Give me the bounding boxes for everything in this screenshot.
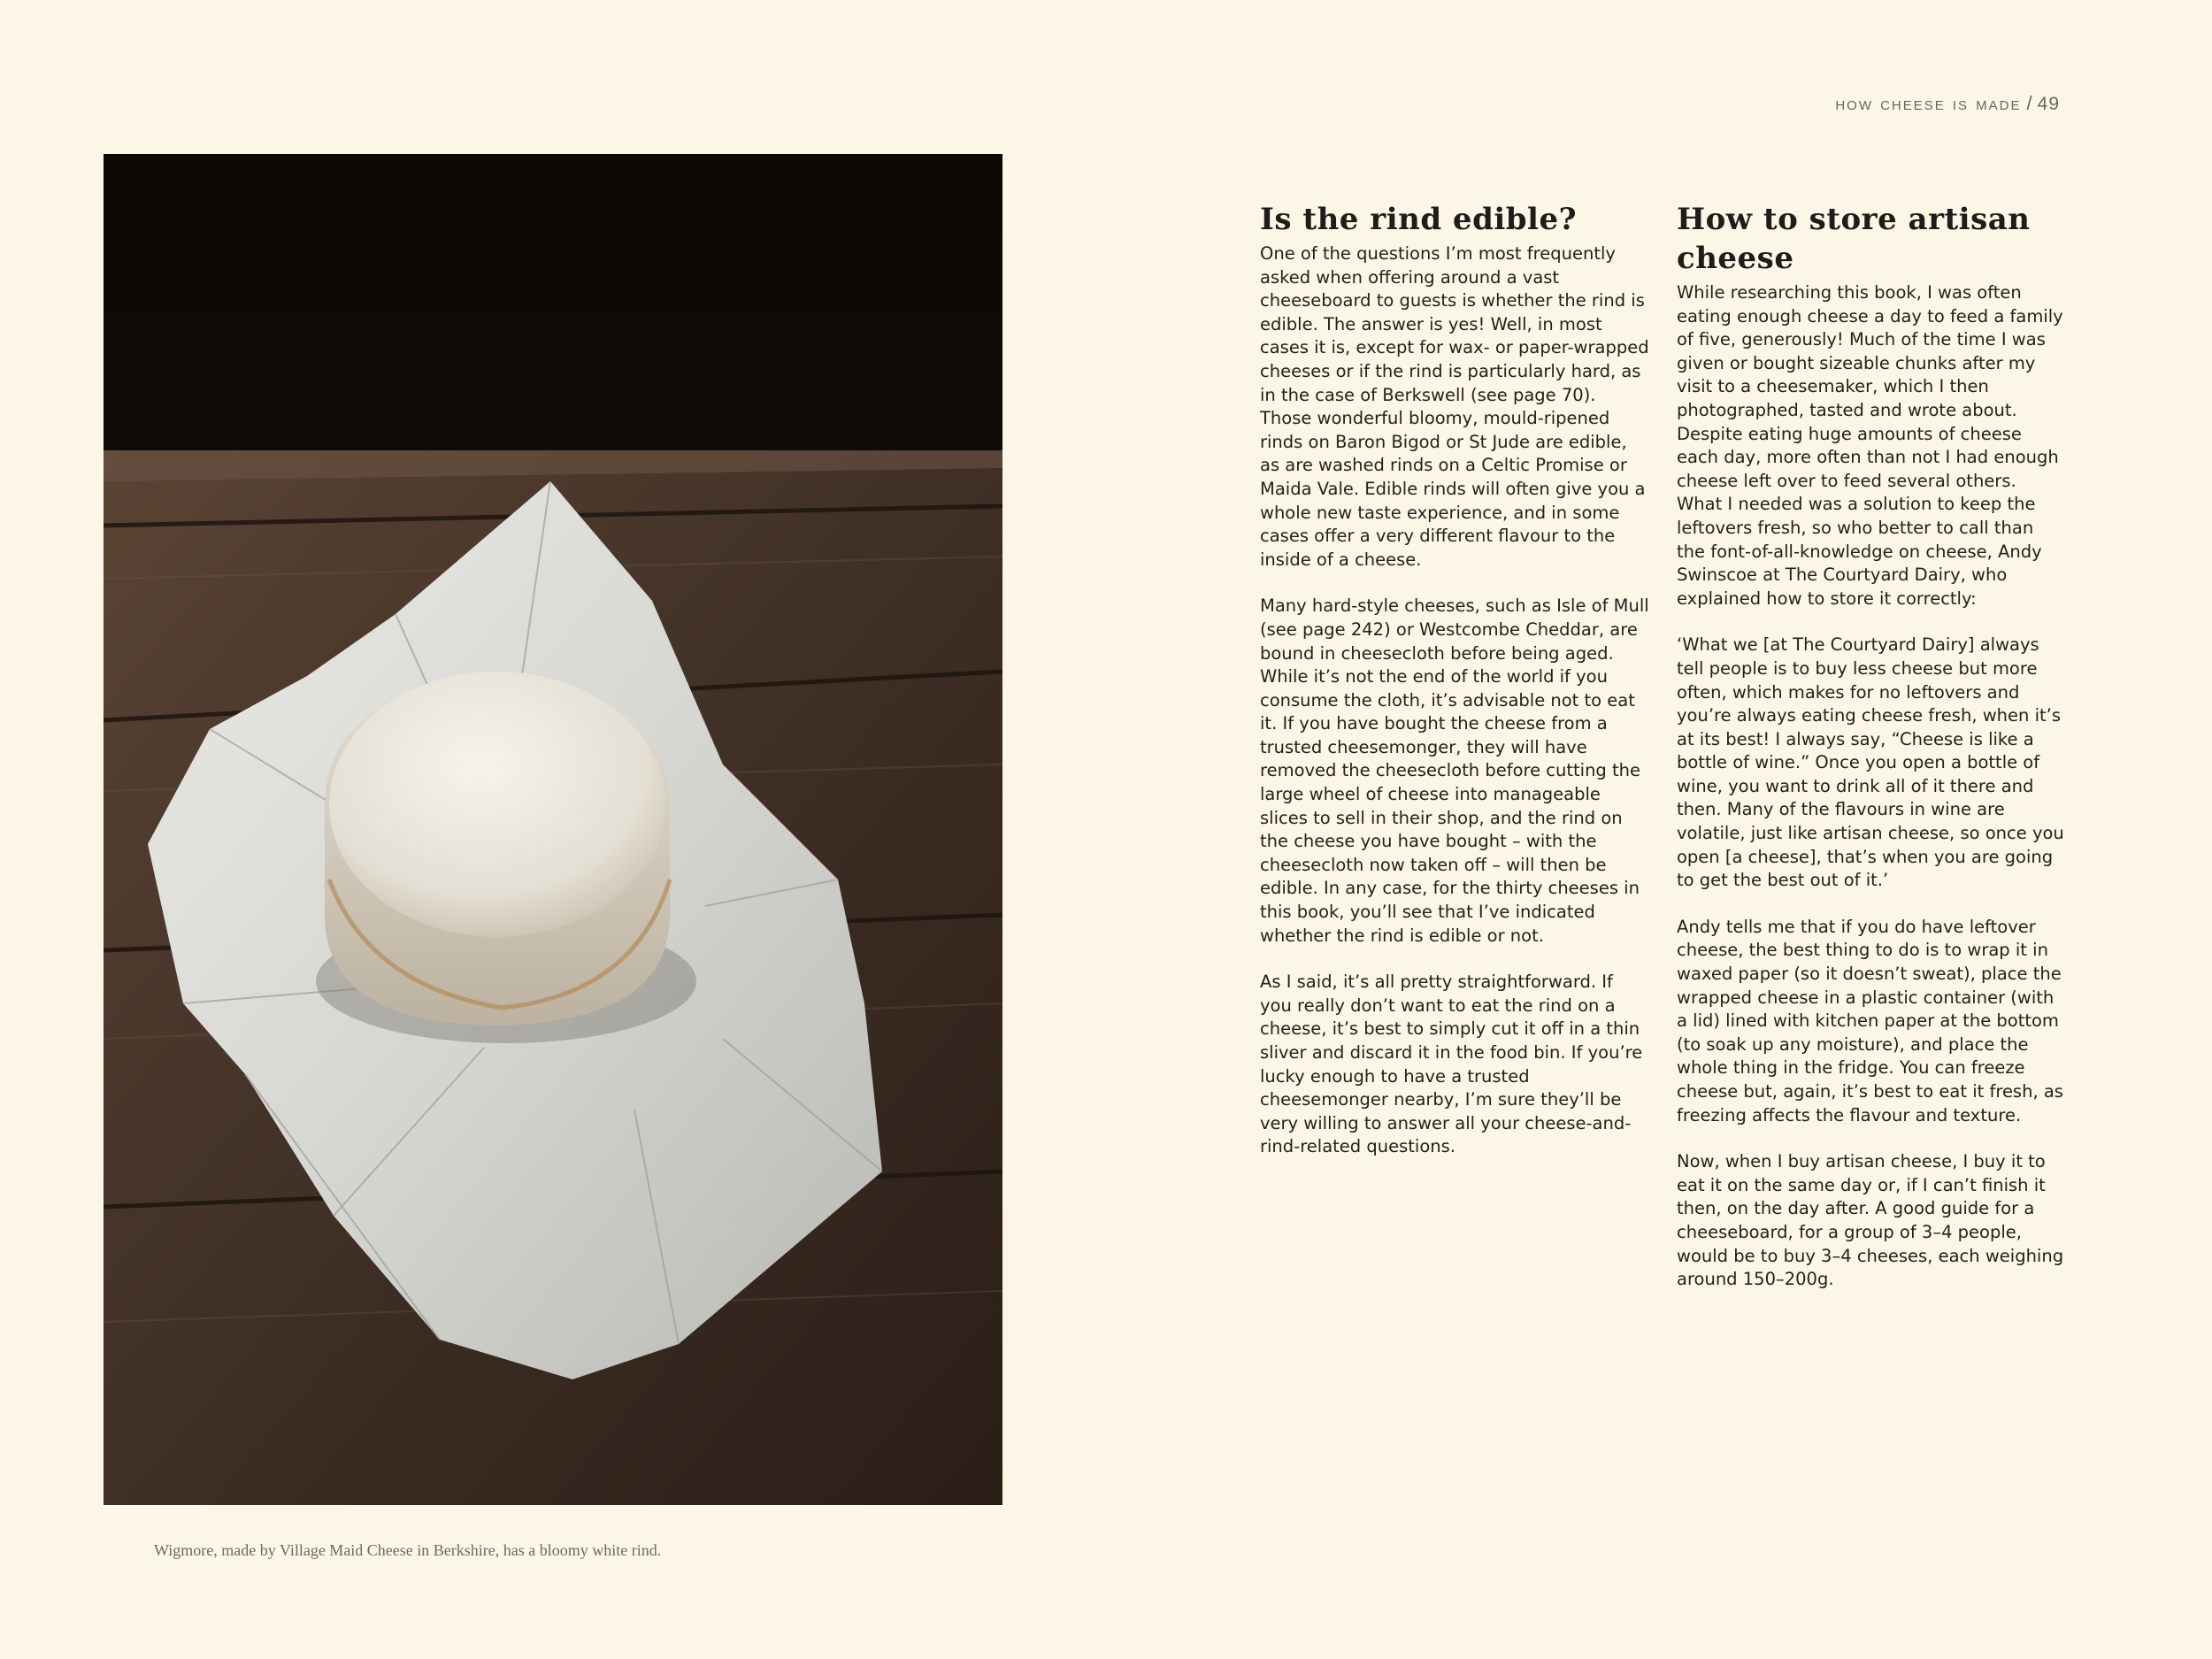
body-paragraph: Now, when I buy artisan cheese, I buy it to eat it on the same day or, if I can’t finish it then, on the day after. A good guide for a cheeseboard, for a group of 3–4 people, would be to buy 3–4 cheeses, each weighing around 150–200g. bbox=[1677, 1151, 2064, 1290]
store-cheese-section bbox=[1677, 200, 2066, 1315]
section-heading: Is the rind edible? bbox=[1260, 202, 1577, 237]
body-paragraph: While researching this book, I was often eating enough cheese a day to feed a family of five, generously! Much of the time I was given or bought sizeable chunks after my visit to a cheesemaker, which I then photographed, tasted and wrote about. Despite eating huge amounts of cheese each day, more often than not I had enough cheese left over to feed several others. What I needed was a solution to keep the leftovers fresh, so who better to call than the font-of-all-knowledge on cheese, Andy Swinscoe at The Courtyard Dairy, who explained how to store it correctly: bbox=[1677, 282, 2063, 609]
body-paragraph: One of the questions I’m most frequently asked when offering around a vast cheeseboard to guests is whether the rind is edible. The answer is yes! Well, in most cases it is, except for wax- or paper-wrapped cheeses or if the rind is particularly hard, as in the case of Berkswell (see page 70). Those wonderful bloomy, mould-ripened rinds on Baron Bigod or St Jude are edible, as are washed rinds on a Celtic Promise or Maida Vale. Edible rinds will often give you a whole new taste experience, and in some cases offer a very different flavour to the inside of a cheese. bbox=[1260, 243, 1649, 570]
body-paragraph: ‘What we [at The Courtyard Dairy] always tell people is to buy less cheese but more often, which makes for no leftovers and you’re always eating cheese fresh, when it’s at its best! I always say, “Cheese is like a bottle of wine.” Once you open a bottle of wine, you want to drink all of it there and then. Many of the flavours in wine are volatile, just like artisan cheese, so once you open [a cheese], that’s when you are going to get the best out of it.’ bbox=[1677, 634, 2064, 891]
cheese-on-paper-photo-icon bbox=[104, 154, 1002, 1505]
body-paragraph: As I said, it’s all pretty straightforward. If you really don’t want to eat the rind on a cheese, it’s best to simply cut it off in a thin sliver and discard it in the food bin. If you’re lucky enough to have a trusted cheesemonger nearby, I’m sure they’ll be very willing to answer all your cheese-and-rind-related questions. bbox=[1260, 972, 1643, 1157]
body-paragraph: Andy tells me that if you do have leftover cheese, the best thing to do is to wrap it in waxed paper (so it doesn’t sweat), place the wrapped cheese in a plastic container (with a lid) lined with kitchen paper at the bottom (to soak up any moisture), and place the whole thing in the fridge. You can freeze cheese but, again, it’s best to eat it fresh, as freezing affects the flavour and texture. bbox=[1677, 916, 2063, 1125]
running-head-section: how cheese is made bbox=[1835, 92, 2022, 114]
rind-edible-section bbox=[1260, 200, 1649, 1182]
page-number: 49 bbox=[2037, 94, 2060, 114]
running-head bbox=[1835, 92, 2060, 115]
photo-caption: Wigmore, made by Village Maid Cheese in Berkshire, has a bloomy white rind. bbox=[154, 1541, 662, 1559]
cheese-photo bbox=[104, 154, 1002, 1505]
body-paragraph: Many hard-style cheeses, such as Isle of Mull (see page 242) or Westcombe Cheddar, are bound in cheesecloth before being aged. While it’s not the end of the world if you consume the cloth, it’s advisable not to eat it. If you have bought the cheese from a trusted cheesemonger, they will have removed the cheesecloth before cutting the large wheel of cheese into manageable slices to sell in their shop, and the rind on the cheese you have bought – with the cheesecloth now taken off – will then be edible. In any case, for the thirty cheeses in this book, you’ll see that I’ve indicated whether the rind is edible or not. bbox=[1260, 595, 1649, 946]
section-heading: How to store artisan cheese bbox=[1677, 202, 2031, 276]
running-head-separator: / bbox=[2026, 92, 2032, 114]
